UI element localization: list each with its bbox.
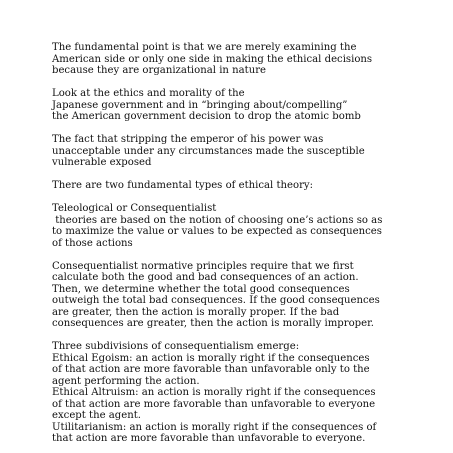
- text-line: of that action are more favorable than unfavorable only to the: [52, 364, 370, 375]
- text-line: of those actions: [52, 237, 133, 249]
- paragraph-emperor: [52, 134, 452, 169]
- text-line: that action are more favorable than unfavorable to everyone.: [52, 433, 366, 444]
- text-line: Ethical Altruism: an action is morally right if the consequences: [52, 387, 376, 398]
- text-line: Japanese government and in “bringing about/compelling”: [52, 99, 348, 111]
- text-line: vulnerable exposed: [52, 157, 152, 168]
- text-line: are greater, then the action is morally proper. If the bad: [52, 306, 340, 318]
- paragraph-scope: [52, 42, 452, 77]
- paragraph-consequentialist-principles: [52, 261, 452, 330]
- text-line: Three subdivisions of consequentialism emerge:: [52, 341, 300, 352]
- text-line: consequences are greater, then the action is morally improper.: [52, 318, 375, 329]
- text-line: Consequentialist normative principles require that we first: [52, 260, 354, 272]
- document-body: [52, 42, 452, 445]
- text-line: theories are based on the notion of choosing one’s actions so as: [52, 214, 383, 226]
- text-line: outweigh the total bad consequences. If the good consequences: [52, 295, 380, 306]
- text-line: the American government decision to drop the atomic bomb: [52, 111, 361, 122]
- text-line: to maximize the value or values to be expected as consequences: [52, 226, 382, 237]
- text-line: Teleological or Consequentialist: [52, 203, 217, 214]
- text-line: The fundamental point is that we are merely examining the: [52, 42, 357, 53]
- text-line: Utilitarianism: an action is morally right if the consequences of: [52, 421, 377, 433]
- text-line: except the agent.: [52, 410, 141, 421]
- text-line: because they are organizational in nature: [52, 65, 267, 76]
- paragraph-ethical-theory-types: [52, 180, 452, 192]
- text-line: There are two fundamental types of ethical theory:: [52, 180, 313, 191]
- text-line: calculate both the good and bad consequences of an action.: [52, 272, 359, 283]
- paragraph-japanese-ethics: [52, 88, 452, 123]
- text-line: Then, we determine whether the total good consequences: [52, 283, 350, 295]
- text-line: unacceptable under any circumstances made the susceptible: [52, 145, 365, 157]
- paragraph-subdivisions: [52, 341, 452, 445]
- text-line: Ethical Egoism: an action is morally right if the consequences: [52, 352, 370, 364]
- text-line: of that action are more favorable than unfavorable to everyone: [52, 398, 376, 410]
- text-line: agent performing the action.: [52, 375, 200, 387]
- paragraph-teleological: [52, 203, 452, 249]
- text-line: American side or only one side in making the ethical decisions: [52, 53, 373, 65]
- text-line: The fact that stripping the emperor of his power was: [52, 134, 324, 145]
- text-line: Look at the ethics and morality of the: [52, 88, 245, 99]
